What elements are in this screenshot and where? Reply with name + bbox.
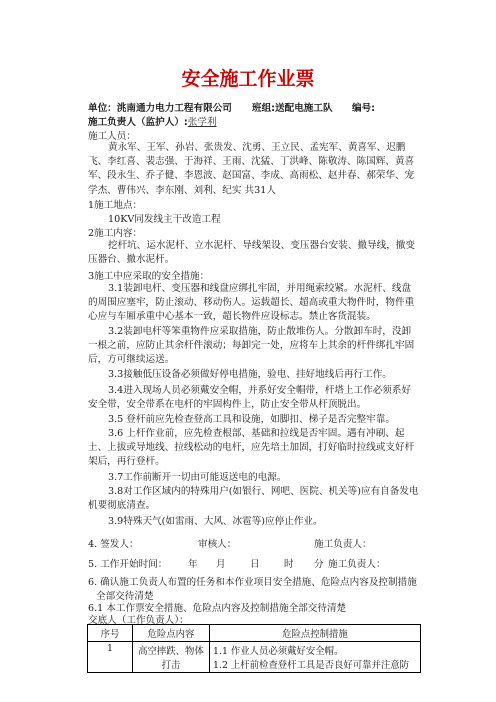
team-label: 班组:送配电施工队 bbox=[252, 103, 333, 114]
measure-3-6: 3.6 上杆作业前，应先检查根部、基础和拉线是否牢固。遇有冲刷、起土、上拔或导地线、拉线松动的电杆，应先培土加固，打好临时拉线或支好杆架后，再行登杆。 bbox=[88, 428, 415, 468]
unit-label: 单位：洮南通力电力工程有限公司 bbox=[88, 103, 232, 114]
day-label: 日 bbox=[250, 559, 260, 570]
supervisor-label: 施工负责人（监护人）: bbox=[88, 117, 188, 128]
handover-label: 交底人（工作负责人）： bbox=[88, 615, 189, 626]
measure-3-3: 3.3接触低压设备必须做好停电措施，验电、挂好地线后再行工作。 bbox=[108, 369, 392, 380]
header-no: 序号 bbox=[88, 625, 133, 642]
issuer-label: 4. 签发人： bbox=[88, 539, 139, 550]
row-no: 1 bbox=[88, 642, 133, 673]
year-label: 年 bbox=[188, 559, 198, 570]
section-2-label: 2施工内容： bbox=[88, 228, 143, 239]
supervisor-line bbox=[88, 114, 420, 128]
minute-label: 分 bbox=[314, 559, 324, 570]
measure-3-4: 3.4进入现场人员必须戴安全帽，并系好安全帽带，杆塔上工作必须系好安全带，安全带系在电杆的牢固构件上，防止安全带从杆顶脱出。 bbox=[88, 385, 412, 411]
measure-3-9: 3.9特殊天气(如雷雨、大风、冰雹等)应停止作业。 bbox=[108, 516, 323, 527]
workers-label: 施工人员： bbox=[88, 131, 136, 142]
row-control bbox=[210, 642, 421, 673]
header-info-line bbox=[88, 100, 420, 114]
measure-3-2: 3.2装卸电杆等笨重物件应采取措施，防止散堆伤人。分散卸车时，没卸一根之前，应防止其余杆件滚动；每卸完一处，应将车上其余的杆件绑扎牢固后，方可继续运送。 bbox=[88, 326, 415, 366]
start-leader-label: 施工负责人： bbox=[328, 559, 386, 570]
month-label: 月 bbox=[216, 559, 226, 570]
section-3-label: 3施工中应采取的安全措施： bbox=[88, 271, 210, 282]
measure-3-7: 3.7工作前断开一切由可能返送电的电源。 bbox=[108, 472, 287, 483]
control-measure-2: 1.2 上杆前检查登杆工具是否良好可靠并注意防 bbox=[213, 660, 410, 671]
section-6-line: 6. 确认施工负责人布置的任务和本作业项目安全措施、危险点内容及控制措施 bbox=[88, 577, 417, 588]
section-1-label: 1施工地点： bbox=[88, 200, 143, 211]
measure-3-1: 3.1装卸电杆、变压器和线盘应绑扎牢固，并用绳索绞紧。水泥杆、线盘的周围应塞牢，防止滚动、移动伤人。运载超长、超高或重大物件时，物件重心应与车厢承重中心基本一致，超长物件应设标志。禁止客货混装。 bbox=[88, 283, 415, 323]
header-control: 危险点控制措施 bbox=[210, 625, 421, 642]
measure-3-5: 3.5 登杆前应先检查登高工具和设施，如脚扣、梯子是否完整牢靠。 bbox=[108, 414, 395, 425]
start-time-label: 5. 工作开始时间： bbox=[88, 559, 168, 570]
reviewer-label: 审核人： bbox=[198, 539, 237, 550]
hour-label: 时 bbox=[284, 559, 294, 570]
supervisor-name: 张学利 bbox=[187, 117, 217, 128]
section-2-value: 挖杆坑、运水泥杆、立水泥杆、导线架设、变压器台安装、撤导线，撤变压器台、撤水泥杆。 bbox=[88, 240, 415, 266]
section-1-value: 10KV同发线主干改造工程 bbox=[108, 214, 221, 225]
header-risk: 危险点内容 bbox=[133, 625, 210, 642]
section-6-1: 6.1 本工作票安全措施、危险点内容及控制措施全部交待清楚 bbox=[88, 603, 347, 614]
table-header-row bbox=[88, 625, 421, 642]
risk-control-table bbox=[87, 624, 421, 673]
control-measure-1: 1.1 作业人员必须戴好安全帽。 bbox=[213, 646, 344, 657]
page-title: 安全施工作业票 bbox=[181, 68, 315, 90]
row-risk: 高空摔跌、物体打击 bbox=[133, 642, 210, 673]
leader-label: 施工负责人： bbox=[314, 539, 372, 550]
section-6-line-2: 全部交待清楚 bbox=[96, 591, 154, 602]
measure-3-8: 3.8对工作区域内的特殊用户(如银行、网吧、医院、机关等)应有自备发电机要彻底清查。 bbox=[88, 486, 419, 512]
table-row bbox=[88, 642, 421, 673]
signature-line bbox=[88, 536, 420, 550]
workers-list: 黄永军、王军、孙岩、张贵发、沈勇、王立民、孟宪军、黄喜军、迟鹏飞、李红喜、裴志强、于海祥、王雨、沈猛、丁洪峰、陈敬涛、陈国辉、黄喜军、段永生、乔子健、李恩波、赵国富、李成、高雨松、赵井春、郝荣华、宠学杰、曹伟兴、李东刚、刘利、纪实 共31人 bbox=[88, 142, 415, 196]
start-time-line bbox=[88, 556, 420, 570]
number-label: 编号: bbox=[352, 103, 376, 114]
